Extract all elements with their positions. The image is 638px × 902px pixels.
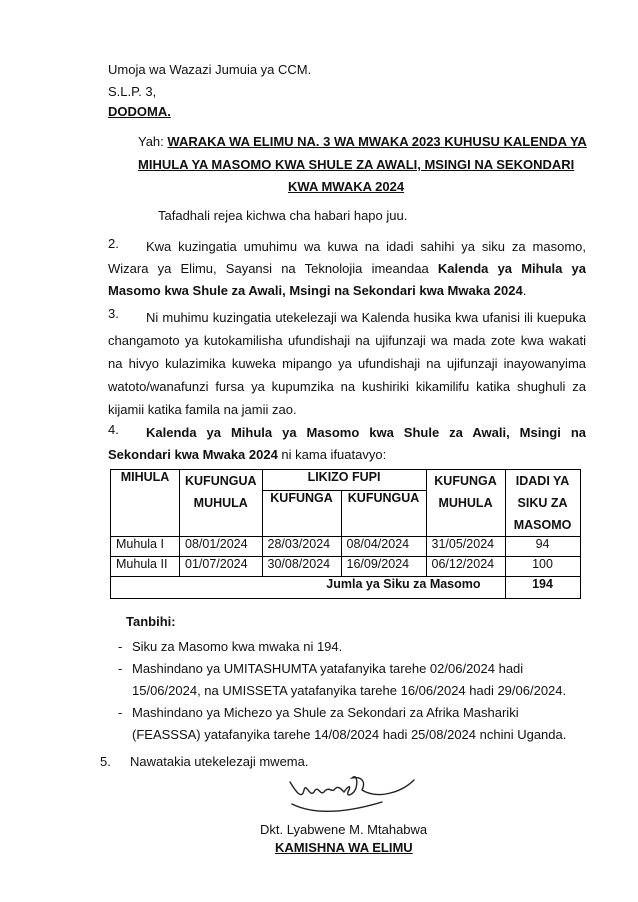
table-row [111, 537, 581, 557]
th-likizo-fupi: LIKIZO FUPI [262, 470, 426, 491]
para5-text: Nawatakia utekelezaji mwema. [130, 754, 309, 769]
subject-line-3: KWA MWAKA 2024 [288, 179, 405, 194]
th-kufungua-l2: MUHULA [193, 496, 248, 510]
para2-number: 2. [108, 236, 119, 251]
address-line-3: DODOMA. [108, 104, 171, 119]
bullet-dash: - [118, 661, 123, 676]
list-item [118, 636, 588, 658]
notes-heading: Tanbihi: [126, 614, 176, 629]
para4-number: 4. [108, 422, 119, 437]
para3-number: 3. [108, 306, 119, 321]
para5-number: 5. [100, 754, 111, 769]
th-kufungua-l1: KUFUNGUA [185, 474, 257, 488]
address-line-2: S.L.P. 3, [108, 84, 157, 99]
cell-days: 100 [505, 557, 580, 577]
total-value: 194 [505, 577, 580, 599]
subject-text-1: WARAKA WA ELIMU NA. 3 WA MWAKA 2023 KUHUSU KALENDA YA [167, 134, 587, 149]
th-kufunga-muhula [426, 470, 505, 537]
para4-bold: Kalenda ya Mihula ya Masomo kwa Shule za Awali, Msingi na Sekondari kwa Mwaka 2024 [108, 425, 586, 462]
para2-end: . [522, 283, 527, 298]
th-kufunga-l1: KUFUNGA [434, 474, 497, 488]
cell-close: 06/12/2024 [426, 557, 505, 577]
cell-open: 08/01/2024 [180, 537, 263, 557]
subject-line-2: MIHULA YA MASOMO KWA SHULE ZA AWALI, MSINGI NA SEKONDARI [138, 157, 575, 172]
para3-text: Ni muhimu kuzingatia utekelezaji wa Kalenda husika kwa ufanisi ili kuepuka changamoto ya kutokamilisha ufundishaji na ujifunzaji wa mada zote kwa wakati na hivyo kulazimika kuweka mipango ya ufundishaji na ujifunzaji inayowanyima watoto/wanafunzi fursa ya kupumzika na kushiriki kikamilifu katika shughuli za kijamii katika famila na jamii zao. [108, 310, 586, 417]
para4-end: ni kama ifuatavyo: [277, 447, 387, 462]
th-idadi-l1: IDADI YA [515, 474, 570, 488]
para2-body: Kwa kuzingatia umuhimu wa kuwa na idadi sahihi ya siku za masomo, Wizara ya Elimu, Sayansi na Teknolojia imeandaa [108, 239, 586, 276]
signature-image [282, 770, 422, 820]
cell-break-open: 16/09/2024 [341, 557, 426, 577]
list-item [118, 702, 588, 746]
cell-break-open: 08/04/2024 [341, 537, 426, 557]
th-kufunga-l2: MUHULA [438, 496, 493, 510]
th-idadi-l3: MASOMO [513, 518, 572, 532]
notes-list [118, 636, 588, 746]
subject-prefix: Yah: [138, 134, 164, 149]
cell-days: 94 [505, 537, 580, 557]
total-row [111, 577, 581, 599]
th-mihula: MIHULA [111, 470, 180, 537]
signatory-name: Dkt. Lyabwene M. Mtahabwa [260, 822, 428, 837]
para2-text [108, 236, 586, 302]
th-likizo-kufunga: KUFUNGA [262, 490, 341, 536]
signatory-title: KAMISHNA WA ELIMU [275, 840, 413, 855]
address-line-1: Umoja wa Wazazi Jumuia ya CCM. [108, 62, 312, 77]
cell-term: Muhula II [111, 557, 180, 577]
table-row [111, 557, 581, 577]
note-text: Mashindano ya UMITASHUMTA yatafanyika tarehe 02/06/2024 hadi 15/06/2024, na UMISSETA yatafanyika tarehe 16/06/2024 hadi 29/06/2024. [132, 661, 567, 698]
note-text: Siku za Masomo kwa mwaka ni 194. [132, 639, 343, 654]
cell-close: 31/05/2024 [426, 537, 505, 557]
cell-break-close: 30/08/2024 [262, 557, 341, 577]
cell-open: 01/07/2024 [180, 557, 263, 577]
intro-text: Tafadhali rejea kichwa cha habari hapo juu. [158, 208, 408, 223]
para2-bold: Kalenda ya Mihula ya Masomo kwa Shule za Awali, Msingi na Sekondari kwa Mwaka 2024 [108, 261, 586, 298]
calendar-table [110, 469, 581, 599]
para4-text [108, 422, 586, 466]
note-text: Mashindano ya Michezo ya Shule za Sekondari za Afrika Mashariki (FEASSSA) yatafanyika tarehe 14/08/2024 hadi 25/08/2024 nchini Uganda. [132, 705, 567, 742]
th-idadi-siku [505, 470, 580, 537]
bullet-dash: - [118, 705, 123, 720]
total-label: Jumla ya Siku za Masomo [111, 577, 506, 599]
th-likizo-kufungua: KUFUNGUA [341, 490, 426, 536]
subject-line-1 [138, 134, 588, 149]
list-item [118, 658, 588, 702]
th-kufungua-muhula [180, 470, 263, 537]
bullet-dash: - [118, 639, 123, 654]
cell-break-close: 28/03/2024 [262, 537, 341, 557]
cell-term: Muhula I [111, 537, 180, 557]
th-idadi-l2: SIKU ZA [517, 496, 568, 510]
